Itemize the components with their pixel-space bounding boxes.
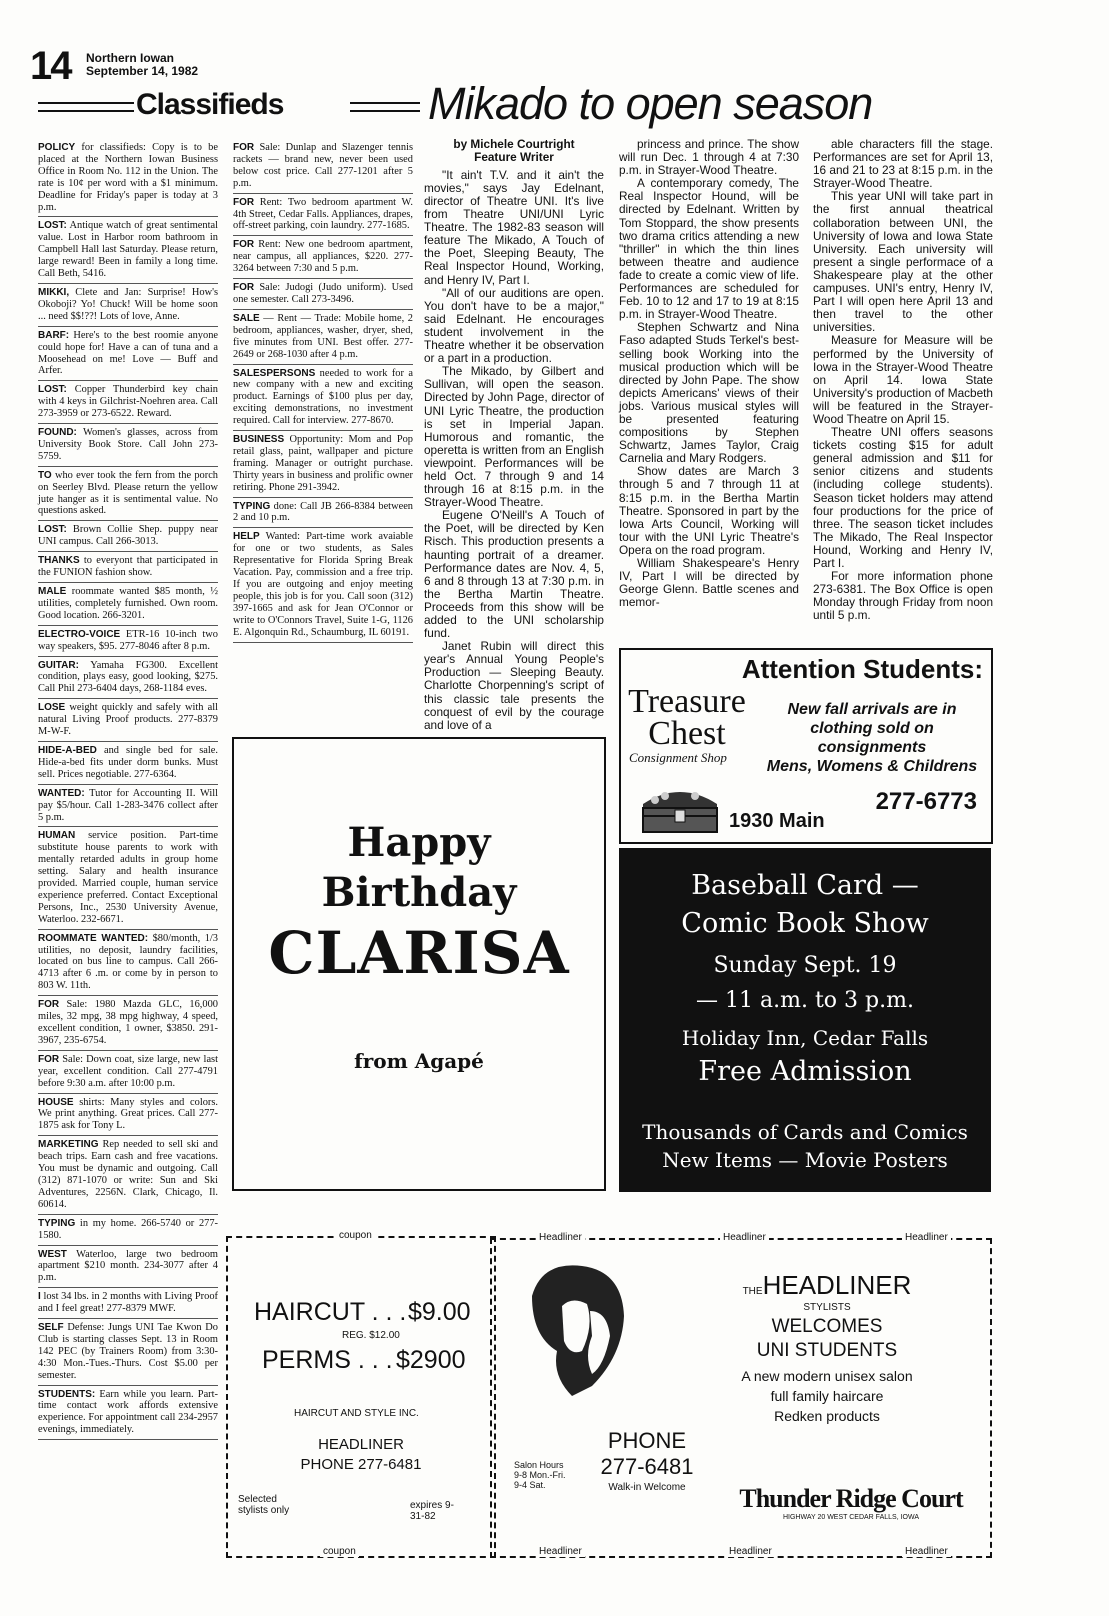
classified-ad-lead: FOR: [233, 142, 255, 153]
classified-ad: [233, 310, 413, 365]
classified-ad-text: Waterloo, large two bedroom apartment $210 month. 234-3077 after 4 p.m.: [38, 1248, 218, 1284]
classified-ad-text: — Rent — Trade: Mobile home, 2 bedroom, appliances, washer, dryer, shed, five minutes from UNI. Best offer. 277-2649 or 268-1030 after 4 p.m.: [233, 312, 413, 360]
classified-ad-text: Sale: Dunlap and Slazenger tennis rackets — brand new, never been used below cost price. Call 277-1201 after 5 p.m.: [233, 142, 413, 189]
byline-author: by Michele Courtright: [453, 137, 575, 151]
classified-ad: [38, 1215, 218, 1246]
classified-ad-text: weight quickly and safely with all natural Living Proof products. 277-8379 M-W-F.: [38, 702, 218, 738]
treasure-chest-ad: [619, 648, 993, 844]
classified-ad-text: Sale: Down coat, size large, new last year, excellent condition. Call 277-4791 before 9:30 a.m. after 10:00 p.m.: [38, 1053, 218, 1089]
page-number: 14: [30, 44, 71, 88]
headliner-label-5: Headliner: [726, 1546, 775, 1557]
treasure-address: 1930 Main: [729, 810, 825, 832]
attention-heading: Attention Students:: [741, 654, 983, 684]
classified-ad-lead: SALESPERSONS: [233, 367, 316, 379]
classified-ad-lead: TYPING: [233, 500, 271, 512]
headliner-title-text: HEADLINER: [762, 1270, 912, 1300]
classified-ad: [233, 279, 413, 310]
classified-ad-lead: HUMAN: [38, 830, 76, 842]
story-paragraph: This year UNI will take part in the first annual theatrical collaboration between UNI, the University of Iowa and Iowa State University. Each university will present a single performace of a Shakespeare play at the other campuses. UNI's entry, Henry IV, Part I will open here April 13 and then travel to the other universities.: [813, 189, 993, 335]
classified-ad-text: lost 34 lbs. in 2 months with Living Proof and I feel great! 277-8379 MWF.: [38, 1291, 218, 1315]
headliner-salon-line-1: A new modern unisex salon: [741, 1368, 913, 1384]
classified-ad-lead: SELF: [38, 1322, 64, 1334]
classified-ad-text: Rent: New one bedroom apartment, near campus, all appliances, $220. 277-3264 between 7:30 and 5 p.m.: [233, 239, 413, 275]
classified-ad-text: Rep needed to sell ski and beach trips. Earn cash and free vacations. You must be dynamic and outgoing. Call (312) 871-1070 or write: Sun and Ski Adventures, 2256N. Clark, Chicago, Il. 60614.: [38, 1139, 218, 1210]
classified-ad-text: Yamaha FG300. Excellent condition, plays easy, good looking, $275. Call Phil 273-6404 days, 268-1184 eves.: [38, 659, 218, 695]
classified-ad-text: ETR-16 10-inch two way speakers, $95. 277-8046 after 8 p.m.: [38, 628, 218, 652]
classified-ad-lead: FOUND:: [38, 427, 77, 439]
birthday-from: from Agapé: [354, 1049, 484, 1073]
thunder-ridge-court-logo: Thunder Ridge Court: [739, 1484, 963, 1513]
classified-ad: [38, 583, 218, 626]
classified-ad: [38, 1051, 218, 1094]
classified-ad-lead: LOST:: [38, 384, 67, 396]
coupon-phone: PHONE 277-6481: [300, 1456, 422, 1473]
classified-ad-lead: MIKKI,: [38, 286, 70, 298]
classified-ad: [38, 217, 218, 284]
classified-ad-text: Tutor for Accounting II. Will pay $5/hour. Call 1-283-3476 collect after 5 p.m.: [38, 787, 218, 823]
story-paragraph: Theatre UNI offers seasons tickets costing $15 for adult general admission and $11 for senior citizens and students (including college students). Season ticket holders may attend four productions for the price of three. The season ticket includes The Mikado, The Real Inspector Hound, Working and Henry IV, Part I.: [813, 425, 993, 570]
classified-ad: [38, 467, 218, 522]
classified-ad-text: and single bed for sale. Hide-a-bed fits under dorm bunks. Must sell. Prices negotiable. 277-6364.: [38, 744, 218, 780]
coupon-label-top: coupon: [336, 1230, 375, 1241]
byline: [424, 138, 604, 165]
classified-ad: [233, 431, 413, 498]
shop-name: [627, 683, 747, 752]
classified-ad: [233, 498, 413, 529]
classified-ad: [38, 742, 218, 785]
classifieds-rule-right: [350, 102, 420, 112]
classified-ad-text: Antique watch of great sentimental value. Lost in Harbor room bathroom in Campbell Hall last Saturday. Please return, large reward! Been in family a long time. Call Beth, 5416.: [38, 220, 218, 280]
classified-ad-text: for classifieds: Copy is to be placed at the Northern Iowan Business Office in Room No. 112 in the Union. The rate is 10¢ per word with a $1 minimum. Deadline for Friday's paper is today at 3 p.m.: [38, 142, 218, 213]
classified-ad-text: $80/month, 1/3 utilities, no deposit, laundry facilities, located on bus line to campus. Call 266-4713 after 6 .m. or come by in person to 803 W. 11th.: [38, 932, 218, 992]
story-paragraph: A contemporary comedy, The Real Inspector Hound, will be directed by Edelnant. Written by Tom Stoppard, the show presents two drama critics attending a new "thriller" in which the thin lines between theatre and audience fade to create a comic view of life. Performances are scheduled for Feb. 10 to 12 and 17 to 19 at 8:15 p.m. in Strayer-Wood Theatre.: [619, 176, 799, 322]
headliner-label-6: Headliner: [902, 1546, 951, 1557]
classified-ad-lead: WEST: [38, 1248, 67, 1260]
coupon-haircut-price: $9.00: [408, 1298, 471, 1326]
classified-ad-lead: FOR: [233, 239, 255, 251]
story-paragraph: princess and prince. The show will run Dec. 1 through 4 at 7:30 p.m. in Strayer-Wood Theatre.: [619, 137, 799, 178]
classified-ad: [233, 194, 413, 237]
thunder-ridge-court-address: HIGHWAY 20 WEST CEDAR FALLS, IOWA: [782, 1514, 919, 1521]
story-paragraph: William Shakespeare's Henry IV, Part I will be directed by George Glenn. Battle scenes and memor-: [619, 556, 799, 610]
classified-ad-lead: FOR: [233, 196, 255, 208]
classified-ad: [233, 528, 413, 642]
classified-ad-lead: WANTED:: [38, 787, 85, 799]
coupon-perms-price: $2900: [396, 1346, 466, 1374]
story-column-3: [813, 138, 993, 622]
classified-ad-text: Sale: Judogi (Judo uniform). Used one semester. Call 273-3496.: [233, 282, 413, 305]
shop-name-line-1: Treasure: [628, 683, 746, 720]
classifieds-rule-left: [38, 102, 134, 112]
classified-ad: [233, 365, 413, 432]
page-header: [30, 44, 290, 88]
headliner-welcomes: WELCOMES: [771, 1316, 883, 1337]
classified-ad-lead: STUDENTS:: [38, 1388, 96, 1400]
classified-ad: [38, 1386, 218, 1441]
treasure-phone: 277-6773: [875, 788, 977, 815]
classified-ad: [38, 1136, 218, 1214]
classified-ad: [38, 284, 218, 327]
classified-ad-text: Clete and Jan: Surprise! How's Okoboji? Yo! Chuck! Will be home soon ... need $$!??! Lots of love, Anne.: [38, 286, 218, 322]
classified-ad-lead: ROOMMATE WANTED:: [38, 932, 149, 944]
story-paragraph: The Mikado, by Gilbert and Sullivan, will open the season. Directed by John Page, director of UNI Lyric Theatre, the production is set in Imperial Japan. Humorous and romantic, the operetta is written from an English viewpoint. Performances will be held Oct. 7 through 9 and 14 through 16 at 8:15 p.m. in the Strayer-Wood Theatre.: [424, 364, 604, 510]
classified-ad-lead: LOSE: [38, 702, 66, 714]
baseball-line-8: New Items — Movie Posters: [662, 1148, 948, 1172]
story-text-1: [424, 169, 604, 732]
headliner-phone: 277-6481: [600, 1454, 694, 1479]
classifieds-column-2: [233, 139, 413, 643]
shop-name-line-2: Chest: [648, 715, 726, 752]
headliner-uni-students: UNI STUDENTS: [756, 1340, 898, 1361]
arrivals-line-1: New fall arrivals are in: [787, 701, 957, 718]
haircut-coupon: [226, 1230, 496, 1558]
classified-ad: [38, 1288, 218, 1319]
hours-saturday: 9-4 Sat.: [514, 1480, 546, 1490]
byline-role: Feature Writer: [474, 150, 554, 165]
classified-ad: [38, 785, 218, 828]
classified-ad-text: Earn while you learn. Part-time contact work affords extensive experience. For appointment call 234-2957 evenings, immediately.: [38, 1388, 218, 1436]
coupon-included: HAIRCUT AND STYLE INC.: [294, 1408, 419, 1419]
classified-ad-text: shirts: Many styles and colors. We print anything. Great prices. Call 277-1875 ask for Tony L.: [38, 1096, 218, 1132]
headliner-label-4: Headliner: [536, 1546, 585, 1557]
classified-ad-lead: TO: [38, 469, 52, 481]
story-paragraph: able characters fill the stage. Performances are set for April 13, 16 and 21 to 23 at 8:15 p.m. in the Strayer-Wood Theatre.: [813, 137, 993, 191]
story-headline: Mikado to open season: [428, 78, 873, 129]
story-paragraph: Stephen Schwartz and Nina Faso adapted Studs Terkel's best-selling book Working into the musical production which will be directed by John Pape. The show depicts Americans' views of their jobs. Various musical styles will be presented featuring compositions by Stephen Schwartz, James Taylor, Craig Carnelia and Mary Rodgers.: [619, 320, 799, 466]
classified-ad: [38, 327, 218, 382]
classified-ad-lead: BARF:: [38, 329, 70, 341]
classified-ad: [233, 139, 413, 194]
headliner-title: [672, 1270, 982, 1301]
birthday-ad: [232, 737, 606, 1191]
classified-ad-text: needed to work for a new company with a new and exciting product. Earnings of $100 plus per day, exciting demonstrations, no investment required. Call for interview. 277-8670.: [233, 367, 413, 427]
coupon-perms: PERMS . . .: [262, 1346, 393, 1374]
classified-ad: [38, 1094, 218, 1137]
classified-ad-text: Sale: 1980 Mazda GLC, 16,000 miles, 32 mpg, 38 mpg highway, 4 speed, excellent condition, 1 owner, $3850. 291-3967, 235-6754.: [38, 999, 218, 1046]
classified-ad-lead: MALE: [38, 586, 67, 597]
coupon-label-bottom: coupon: [320, 1546, 359, 1557]
classified-ad: [38, 552, 218, 583]
classified-ad-text: Brown Collie Shep. puppy near UNI campus. Call 266-3013.: [38, 524, 218, 548]
classified-ad-lead: SALE: [233, 312, 260, 324]
coupon-haircut: HAIRCUT . . .: [254, 1298, 407, 1326]
arrivals-line-3: Mens, Womens & Childrens: [766, 758, 978, 775]
classified-ad: [38, 827, 218, 929]
classified-ad-text: to everyont that participated in the FUNION fashion show.: [38, 555, 218, 579]
classified-ad-lead: POLICY: [38, 142, 76, 153]
classified-ad: [38, 521, 218, 552]
classified-ad-lead: BUSINESS: [233, 434, 285, 446]
classified-ad-text: Wanted: Part-time work avaiable for one or two students, as Sales Representative for Florida Spring Break Vacation. Pay, commission and a free trip. If you are outgoing and enjoy meeting people, this job is for you. Call soon (312) 397-1665 and ask for Jean O'Connor or write to O'Connors Travel, Suite 1-G, 1126 E. Algonquin Rd., Schaumburg, IL 60191.: [233, 531, 413, 638]
paper-info: [86, 52, 198, 78]
classified-ad-lead: HIDE-A-BED: [38, 744, 97, 756]
classified-ad: [38, 424, 218, 467]
headliner-label-1: Headliner: [536, 1232, 585, 1243]
classified-ad-text: Women's glasses, across from University Book Store. Call John 273-5759.: [38, 427, 218, 462]
classified-ad: [38, 930, 218, 997]
classified-ad-lead: LOST:: [38, 524, 67, 536]
classified-ad-lead: TYPING: [38, 1217, 76, 1229]
story-paragraph: Janet Rubin will direct this year's Annual Young People's Production — Sleeping Beauty. Charlotte Chorpenning's script of this classic tale presents the conquest of evil by the courage and love of a: [424, 639, 604, 732]
classified-ad-text: done: Call JB 266-8384 between 2 and 10 p.m.: [233, 500, 413, 524]
headliner-label-2: Headliner: [720, 1232, 769, 1243]
headliner-walkin: Walk-in Welcome: [608, 1482, 686, 1493]
classified-ad: [38, 657, 218, 700]
classified-ad: [38, 139, 218, 217]
story-paragraph: For more information phone 273-6381. The Box Office is open Monday through Friday from noon until 5 p.m.: [813, 569, 993, 623]
hours-label: Salon Hours: [514, 1460, 564, 1470]
classified-ad-lead: GUITAR:: [38, 659, 79, 671]
treasure-chest-icon: [635, 778, 725, 836]
shop-subtitle: Consignment Shop: [629, 750, 727, 765]
baseball-card-ad: [619, 848, 991, 1192]
classified-ad-text: Copper Thunderbird key chain with 4 keys in Gilchrist-Noehren area. Call 273-3959 or 273-6522. Reward.: [38, 384, 218, 420]
baseball-line-6: Free Admission: [698, 1056, 912, 1087]
birthday-line-1: Happy: [347, 819, 491, 866]
classified-ad-lead: FOR: [233, 282, 255, 294]
story-paragraph: "All of our auditions are open. You don't have to be a major," said Edelnant. He encourages student involvement in the Theatre whether it be observation or a part in a production.: [424, 285, 604, 366]
headliner-stylists: STYLISTS: [803, 1302, 851, 1313]
baseball-line-4: — 11 a.m. to 3 p.m.: [696, 988, 914, 1013]
coupon-expires: expires 9-31-82: [410, 1500, 454, 1522]
classified-ad-text: who ever took the fern from the porch on Seerley Blvd. Please return the yellow jute hanger as it is sentimental value. No questions asked.: [38, 469, 218, 517]
classified-ad-lead: ELECTRO-VOICE: [38, 628, 121, 640]
coupon-regular-price: REG. $12.00: [342, 1330, 400, 1341]
classified-ad: [38, 996, 218, 1051]
baseball-line-1: Baseball Card —: [691, 870, 919, 901]
paper-name: Northern Iowan: [86, 51, 175, 65]
story-paragraph: Measure for Measure will be performed by the University of Iowa in the Strayer-Wood Theatre on April 14. Iowa State University's production of Macbeth will be featured in the Strayer-Wood Theatre on April 15.: [813, 333, 993, 426]
birthday-name: CLARISA: [268, 919, 570, 987]
classified-ad-lead: HOUSE: [38, 1096, 74, 1108]
classified-ad-text: roommate wanted $85 month, ½ utilities, completely furnished. Own room. Good location. 266-3201.: [38, 586, 218, 621]
story-paragraph: "It ain't T.V. and it ain't the movies," says Jay Edelnant, director of Theatre UNI. It's live from Theatre UNI/UNI Lyric Theatre. The 1982-83 season will feature The Mikado, A Touch of the Poet, Sleeping Beauty, The Real Inspector Hound, Working, and Henry IV, Part I.: [424, 167, 604, 287]
classified-ad-lead: I: [38, 1291, 41, 1303]
hours-weekday: 9-8 Mon.-Fri.: [514, 1470, 566, 1480]
classified-ad-text: Opportunity: Mom and Pop retail glass, paint, wallpaper and picture framing. Manager or outright purchase. Thirty years in business and prolific owner retiring. Phone 291-3942.: [233, 434, 413, 493]
story-paragraph: Eugene O'Neill's A Touch of the Poet, will be directed by Ken Risch. This production presents a haunting portrait of a dreamer. Performance dates are Nov. 4, 5, 6 and 8 through 13 at 7:30 p.m. in the Bertha Martin Theatre. Proceeds from this show will be added to the UNI scholarship fund.: [424, 508, 604, 641]
classifieds-column-1: [38, 139, 218, 1440]
story-column-1: [424, 138, 604, 732]
headliner-salon-line-3: Redken products: [774, 1408, 880, 1424]
classified-ad-lead: MARKETING: [38, 1139, 99, 1151]
coupon-selected-stylists: Selected stylists only: [238, 1494, 290, 1516]
headliner-hours: [514, 1460, 574, 1490]
classified-ad-text: in my home. 266-5740 or 277-1580.: [38, 1217, 218, 1241]
baseball-line-3: Sunday Sept. 19: [713, 953, 897, 978]
couple-illustration-icon: [512, 1256, 642, 1406]
classified-ad-lead: FOR: [38, 999, 60, 1011]
classified-ad-lead: FOR: [38, 1053, 60, 1065]
baseball-line-2: Comic Book Show: [681, 908, 929, 939]
classifieds-header: [30, 88, 420, 130]
classifieds-title: Classifieds: [136, 88, 284, 121]
headliner-phone-label: PHONE: [607, 1428, 687, 1453]
arrivals-text: [761, 700, 983, 776]
headliner-salon-line-2: full family haircare: [770, 1388, 884, 1404]
classified-ad-text: Here's to the best roomie anyone could hope for! Have a can of tuna and a Moosehead on me! Love — Buff and Arfer.: [38, 329, 218, 377]
baseball-line-5: Holiday Inn, Cedar Falls: [681, 1026, 929, 1050]
classified-ad-text: Rent: Two bedroom apartment W. 4th Street, Cedar Falls. Appliances, drapes, off-street parking, coin laundry. 277-1685.: [233, 196, 413, 232]
baseball-line-7: Thousands of Cards and Comics: [642, 1120, 968, 1144]
story-paragraph: Show dates are March 3 through 5 and 7 through 11 at 8:15 p.m. in the Bertha Martin Theatre. Sponsored in part by the Iowa Arts Council, Working will tour with the UNI Lyric Theatre's Opera on the road program.: [619, 464, 799, 557]
classified-ad-lead: THANKS: [38, 555, 80, 567]
paper-date: September 14, 1982: [86, 64, 199, 78]
classified-ad-lead: HELP: [233, 531, 260, 543]
arrivals-line-2: clothing sold on consignments: [810, 720, 934, 756]
classified-ad: [38, 1319, 218, 1386]
classified-ad: [233, 236, 413, 279]
classified-ad: [38, 626, 218, 657]
classified-ad-text: service position. Part-time substitute house parents to work with mentally retarded adults in group home setting. Salary and health insurance provided. Married couple, human service experience preferred. Contact Exceptional Persons, Inc., 2530 University Avenue, Waterloo. 232-6671.: [38, 830, 218, 925]
classified-ad-lead: LOST:: [38, 220, 67, 232]
headliner-ad: [490, 1232, 992, 1558]
story-column-2: [619, 138, 799, 609]
coupon-salon-name: HEADLINER: [318, 1436, 404, 1453]
headliner-the: THE: [742, 1286, 763, 1297]
birthday-line-2: Birthday: [321, 869, 517, 916]
classified-ad: [38, 1246, 218, 1289]
classified-ad: [38, 699, 218, 742]
headliner-label-3: Headliner: [902, 1232, 951, 1243]
classified-ad-text: Defense: Jungs UNI Tae Kwon Do Club is starting classes Sept. 13 in Room 142 PEC (by Trainers Room) from 3:30-4:30 Mon.-Tues.-Thurs. Cost $5.00 per semester.: [38, 1322, 218, 1381]
classified-ad: [38, 381, 218, 424]
